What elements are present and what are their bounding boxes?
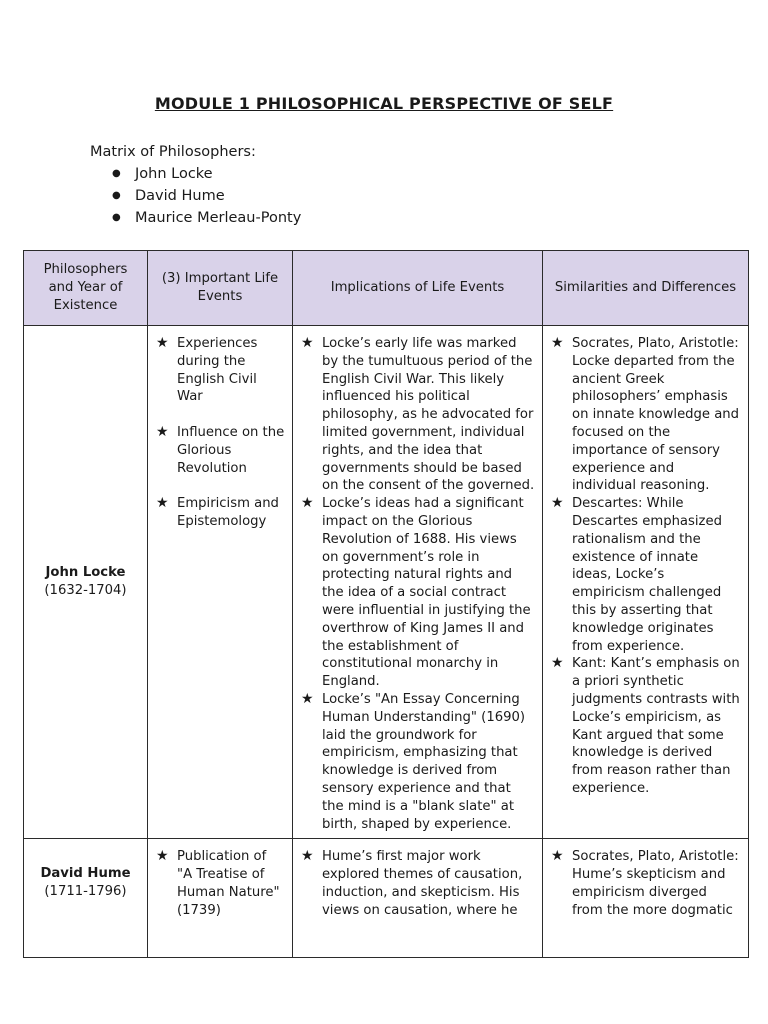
philosopher-cell: [24, 839, 148, 958]
list-item: ★ Socrates, Plato, Aristotle: Hume’s skepticism and empiricism diverged from the more dogmatic: [551, 848, 741, 919]
similarities-cell: [543, 326, 749, 839]
header-life-events: (3) Important Life Events: [148, 251, 293, 326]
list-item: ★ Kant: Kant’s emphasis on a priori synthetic judgments contrasts with Locke’s empiricism, as Kant argued that some knowledge is derived from reason rather than experience.: [551, 655, 741, 797]
list-item: ★ Locke’s early life was marked by the tumultuous period of the English Civil War. This likely influenced his political philosophy, as he advocated for limited government, individual rights, and the idea that governments should be based on the consent of the governed.: [301, 335, 535, 495]
philosopher-years: (1632-1704): [44, 583, 127, 599]
list-item: ● David Hume: [112, 185, 301, 207]
header-implications: Implications of Life Events: [293, 251, 543, 326]
philosopher-years: (1711-1796): [44, 884, 127, 900]
implications-cell: [293, 839, 543, 958]
list-item: ★ Hume’s first major work explored themes of causation, induction, and skepticism. His views on causation, where he: [301, 848, 535, 919]
page-title: MODULE 1 PHILOSOPHICAL PERSPECTIVE OF SELF: [154, 94, 614, 113]
list-item: ★ Locke’s "An Essay Concerning Human Understanding" (1690) laid the groundwork for empiricism, emphasizing that knowledge is derived from sensory experience and that the mind is a "blank slate" at birth, shaped by experience.: [301, 691, 535, 833]
life-events-cell: [148, 326, 293, 839]
list-item: ★ Empiricism and Epistemology: [156, 495, 285, 531]
philosopher-list: [90, 163, 301, 229]
philosopher-name: David Hume: [40, 866, 131, 882]
header-philosophers: Philosophers and Year of Existence: [24, 251, 148, 326]
list-item: ● John Locke: [112, 163, 301, 185]
list-item: ● Maurice Merleau-Ponty: [112, 207, 301, 229]
list-item: ★ Locke’s ideas had a significant impact on the Glorious Revolution of 1688. His views on government’s role in protecting natural rights and the idea of a social contract were influential in justifying the overthrow of King James II and the establishment of constitutional monarchy in England.: [301, 495, 535, 691]
implications-cell: [293, 326, 543, 839]
intro-heading: Matrix of Philosophers:: [90, 144, 256, 160]
philosophers-matrix-table: [23, 250, 749, 958]
list-item: ★ Experiences during the English Civil War: [156, 335, 285, 406]
table-header-row: [24, 251, 749, 326]
list-item: ★ Descartes: While Descartes emphasized rationalism and the existence of innate ideas, Locke’s empiricism challenged this by asserting that knowledge originates from experience.: [551, 495, 741, 655]
intro-section: [90, 141, 301, 229]
philosopher-name: John Locke: [45, 565, 126, 581]
philosopher-cell: [24, 326, 148, 839]
table-row: [24, 326, 749, 839]
list-item: ★ Socrates, Plato, Aristotle: Locke departed from the ancient Greek philosophers’ emphasis on innate knowledge and focused on the importance of sensory experience and individual reasoning.: [551, 335, 741, 495]
life-events-cell: [148, 839, 293, 958]
list-item: ★ Influence on the Glorious Revolution: [156, 424, 285, 477]
similarities-cell: [543, 839, 749, 958]
table-row: [24, 839, 749, 958]
list-item: ★ Publication of "A Treatise of Human Nature" (1739): [156, 848, 285, 919]
header-similarities: Similarities and Differences: [543, 251, 749, 326]
